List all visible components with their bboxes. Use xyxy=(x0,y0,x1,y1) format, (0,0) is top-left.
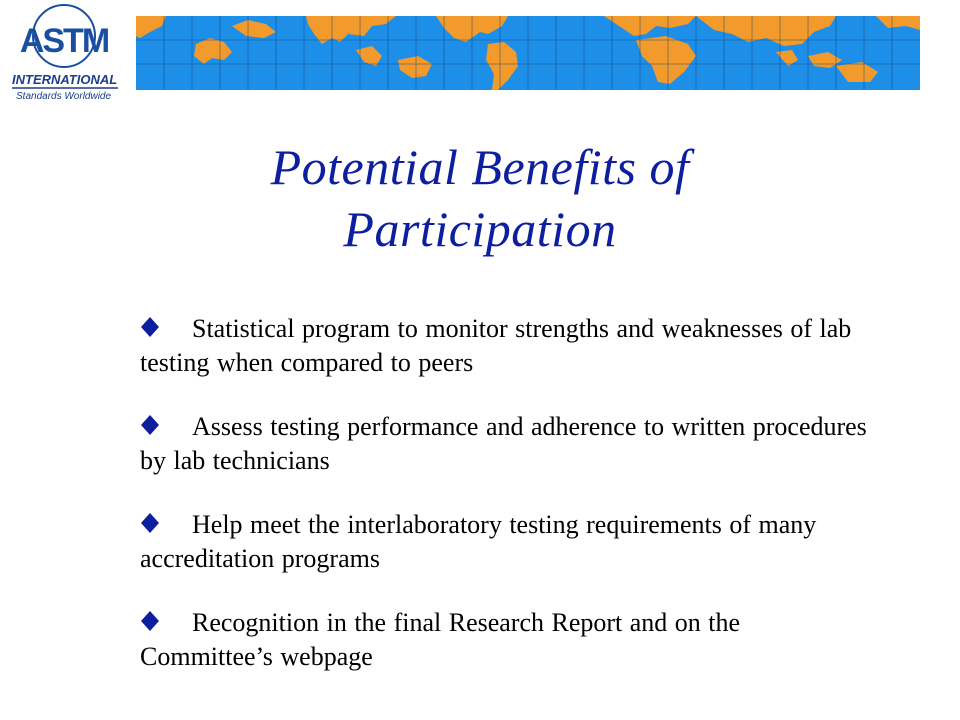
list-item xyxy=(140,606,880,674)
logo-tagline: Standards Worldwide xyxy=(16,91,112,102)
list-item xyxy=(140,312,880,380)
list-item-text: Help meet the interlaboratory testing requirements of many accreditation programs xyxy=(140,510,817,573)
slide-title xyxy=(0,136,960,260)
diamond-bullet-icon xyxy=(140,316,170,338)
list-item-text: Statistical program to monitor strengths and weaknesses of lab testing when compared to peers xyxy=(140,314,852,377)
diamond-bullet-icon xyxy=(140,512,170,534)
diamond-bullet-icon xyxy=(140,414,170,436)
benefits-list xyxy=(140,312,880,704)
diamond-bullet-icon xyxy=(140,610,170,632)
list-item xyxy=(140,410,880,478)
logo-name: INTERNATIONAL xyxy=(12,72,118,87)
slide-title-line-1: Potential Benefits of xyxy=(270,139,690,195)
slide-title-line-2: Participation xyxy=(343,201,617,257)
list-item-text: Recognition in the final Research Report and on the Committee’s webpage xyxy=(140,608,741,671)
list-item-text: Assess testing performance and adherence to written procedures by lab technicians xyxy=(140,412,867,475)
astm-logo xyxy=(6,2,136,102)
logo-mark: ASTM xyxy=(19,22,109,60)
world-map-icon xyxy=(136,16,920,90)
list-item xyxy=(140,508,880,576)
